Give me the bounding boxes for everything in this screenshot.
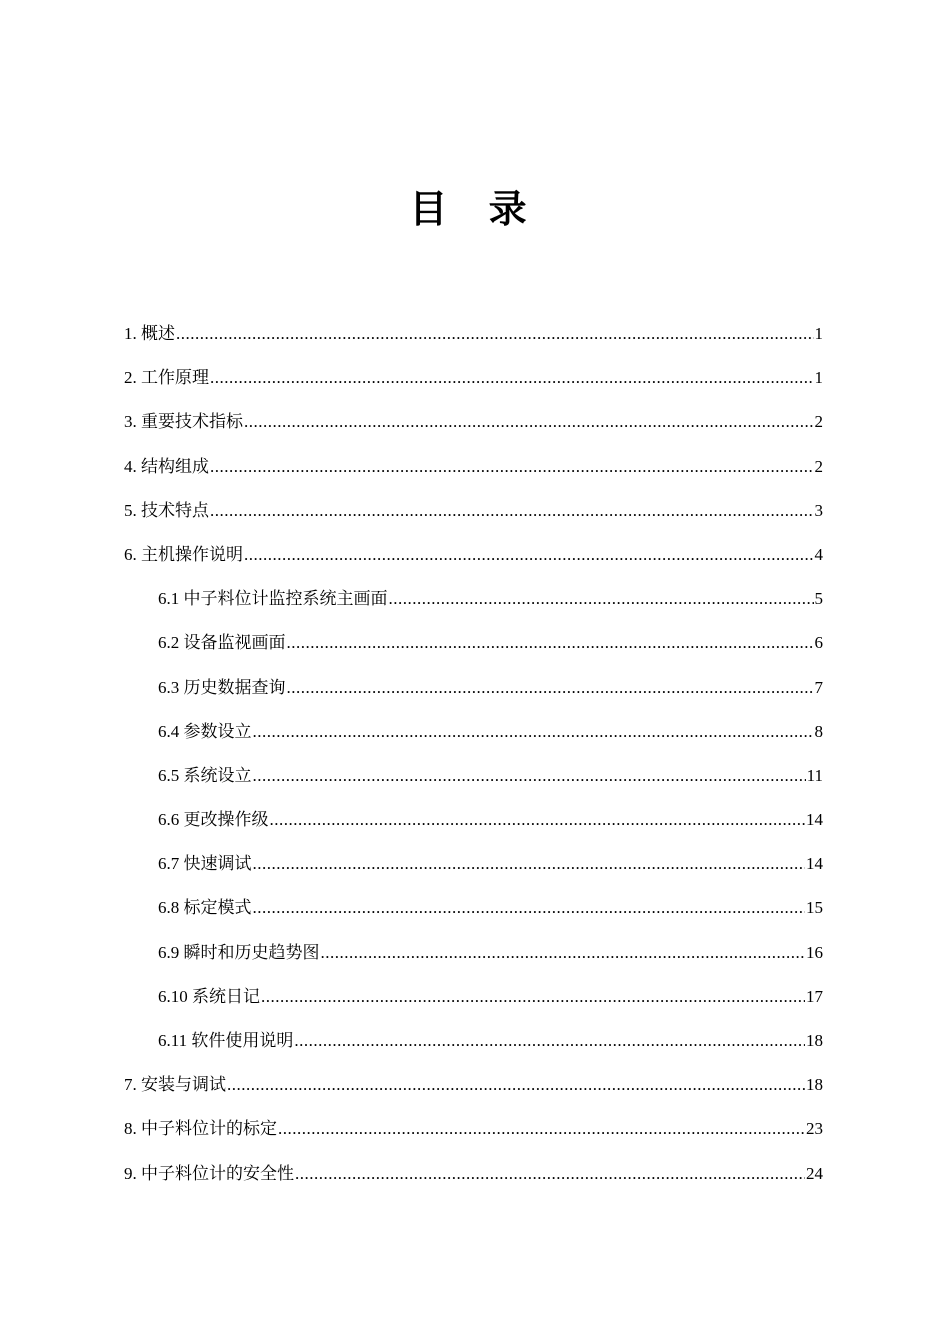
- toc-entry-label: 4. 结构组成: [124, 456, 209, 476]
- toc-dot-leader: [253, 764, 806, 788]
- toc-entry-label: 6.3 历史数据查询: [158, 677, 286, 697]
- toc-entry-page-number: 6: [814, 633, 823, 653]
- table-of-contents: [124, 322, 823, 1206]
- toc-entry-page-number: 4: [814, 544, 823, 564]
- toc-dot-leader: [287, 631, 814, 655]
- toc-dot-leader: [321, 941, 806, 965]
- toc-entry[interactable]: [124, 543, 823, 587]
- toc-entry[interactable]: [124, 1117, 823, 1161]
- toc-entry[interactable]: [124, 720, 823, 764]
- toc-entry-page-number: 1: [814, 368, 823, 388]
- toc-dot-leader: [227, 1073, 805, 1097]
- toc-dot-leader: [253, 896, 806, 920]
- toc-dot-leader: [389, 587, 814, 611]
- toc-entry-label: 6.1 中子料位计监控系统主画面: [158, 589, 388, 609]
- toc-entry-label: 9. 中子料位计的安全性: [124, 1163, 294, 1183]
- toc-dot-leader: [294, 1029, 805, 1053]
- toc-entry[interactable]: [124, 985, 823, 1029]
- toc-entry-page-number: 18: [806, 1075, 823, 1095]
- toc-entry-page-number: 14: [806, 810, 823, 830]
- toc-entry[interactable]: [124, 499, 823, 543]
- toc-entry-page-number: 16: [806, 942, 823, 962]
- toc-entry-label: 7. 安装与调试: [124, 1075, 226, 1095]
- toc-dot-leader: [176, 322, 814, 346]
- toc-entry-page-number: 5: [814, 589, 823, 609]
- toc-entry[interactable]: [124, 1073, 823, 1117]
- toc-entry[interactable]: [124, 676, 823, 720]
- toc-dot-leader: [270, 808, 806, 832]
- toc-entry-page-number: 18: [806, 1031, 823, 1050]
- page-title: 目 录: [409, 187, 541, 231]
- toc-entry[interactable]: [124, 808, 823, 852]
- toc-entry-page-number: 3: [814, 500, 823, 520]
- toc-entry[interactable]: [124, 455, 823, 499]
- toc-entry[interactable]: [124, 1162, 823, 1206]
- toc-entry-label: 3. 重要技术指标: [124, 412, 243, 432]
- toc-dot-leader: [287, 676, 814, 700]
- toc-entry-label: 8. 中子料位计的标定: [124, 1119, 277, 1139]
- toc-entry-page-number: 15: [806, 898, 823, 918]
- toc-entry-page-number: 14: [806, 854, 823, 874]
- toc-entry-label: 6.8 标定模式: [158, 898, 252, 918]
- toc-dot-leader: [244, 410, 814, 434]
- toc-entry-label: 6. 主机操作说明: [124, 544, 243, 564]
- toc-dot-leader: [278, 1117, 805, 1141]
- toc-dot-leader: [244, 543, 814, 567]
- toc-entry[interactable]: [124, 896, 823, 940]
- toc-entry-label: 6.5 系统设立: [158, 765, 252, 785]
- toc-entry[interactable]: [124, 587, 823, 631]
- toc-entry[interactable]: [124, 410, 823, 454]
- toc-entry[interactable]: [124, 366, 823, 410]
- toc-entry[interactable]: [124, 1029, 823, 1073]
- toc-dot-leader: [295, 1162, 805, 1186]
- toc-entry-label: 1. 概述: [124, 324, 175, 343]
- toc-dot-leader: [253, 720, 814, 744]
- toc-dot-leader: [253, 852, 806, 876]
- toc-entry-label: 6.2 设备监视画面: [158, 633, 286, 653]
- toc-entry-label: 6.9 瞬时和历史趋势图: [158, 942, 320, 962]
- toc-entry-label: 6.4 参数设立: [158, 721, 252, 741]
- toc-entry-page-number: 11: [806, 765, 823, 785]
- toc-dot-leader: [210, 366, 814, 390]
- toc-entry-page-number: 2: [814, 412, 823, 432]
- toc-entry[interactable]: [124, 764, 823, 808]
- toc-entry-page-number: 24: [806, 1163, 823, 1183]
- toc-entry[interactable]: [124, 941, 823, 985]
- toc-entry-label: 6.6 更改操作级: [158, 810, 269, 830]
- toc-entry-label: 6.10 系统日记: [158, 986, 260, 1006]
- toc-entry[interactable]: [124, 852, 823, 896]
- toc-entry-page-number: 17: [806, 986, 823, 1006]
- toc-entry-page-number: 2: [814, 456, 823, 476]
- toc-entry-page-number: 8: [814, 721, 823, 741]
- toc-entry-page-number: 7: [814, 677, 823, 697]
- toc-dot-leader: [210, 499, 814, 523]
- toc-dot-leader: [261, 985, 805, 1009]
- toc-entry-page-number: 1: [814, 324, 823, 343]
- toc-dot-leader: [210, 455, 814, 479]
- toc-entry-label: 6.7 快速调试: [158, 854, 252, 874]
- toc-entry-page-number: 23: [806, 1119, 823, 1139]
- toc-entry-label: 6.11 软件使用说明: [158, 1031, 294, 1050]
- toc-entry-label: 5. 技术特点: [124, 500, 209, 520]
- toc-entry-label: 2. 工作原理: [124, 368, 209, 388]
- toc-entry[interactable]: [124, 631, 823, 675]
- toc-entry[interactable]: [124, 322, 823, 366]
